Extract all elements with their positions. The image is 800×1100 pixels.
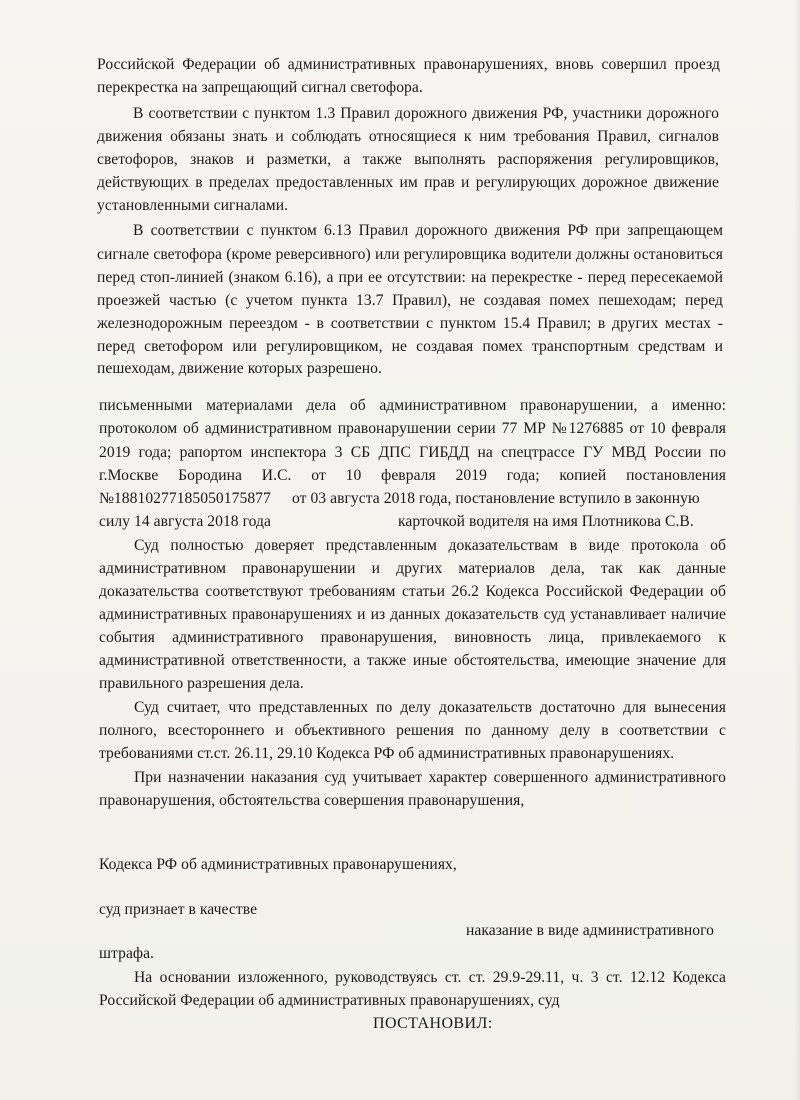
text-line: письменными материалами дела об административном правонарушении, а именно: <box>99 397 726 414</box>
text-line: В соответствии с пунктом 6.13 Правил дорожного движения РФ при запрещающем <box>133 222 723 239</box>
text-line: перед светофором или регулировщиком, не создавая помех транспортным средствам и <box>97 338 723 355</box>
page-edge-shadow <box>794 0 800 1100</box>
text-line: действующих в пределах предоставленных им прав и регулирующих дорожное движение <box>97 174 719 191</box>
text-line: административных правонарушениях и из данных доказательств суд устанавливает наличие <box>99 606 726 623</box>
text-line: Кодекса РФ об административных правонарушениях, <box>99 856 457 873</box>
text-line: установленными сигналами. <box>97 197 289 214</box>
text-line: светофоров, знаков и разметки, а также выполнять распоряжения регулировщиков, <box>97 151 719 168</box>
text-line: Суд считает, что представленных по делу доказательств достаточно для вынесения <box>134 699 726 716</box>
text-line: железнодорожным переездом - в соответствии с пунктом 15.4 Правил; в других местах - <box>97 315 723 332</box>
text-line: протоколом об административном правонарушении серии 77 МР №1276885 от 10 февраля <box>99 420 726 437</box>
text-line: от 03 августа 2018 года, постановление вступило в законную <box>292 490 700 507</box>
text-line: наказание в виде административного <box>466 922 715 939</box>
text-line: события административного правонарушения, виновность лица, привлекаемого к <box>99 629 726 646</box>
resolution-heading: ПОСТАНОВИЛ: <box>373 1015 493 1032</box>
text-line: полного, всестороннего и объективного решения по данному делу в соответствии с <box>99 722 726 739</box>
text-line: Российской Федерации об административных правонарушениях, вновь совершил проезд <box>97 56 720 73</box>
text-line: №18810277185050175877 <box>99 490 271 507</box>
text-line: суд признает в качестве <box>99 901 258 918</box>
text-line: сигнале светофора (кроме реверсивного) или регулировщика водители должны остановиться <box>97 246 723 263</box>
text-line: 2019 года; рапортом инспектора 3 СБ ДПС ГИБДД на спецтрассе ГУ МВД России по <box>99 444 726 461</box>
text-line: административной ответственности, а также иные обстоятельства, имеющие значение для <box>99 652 726 669</box>
text-line: Российской Федерации об административных правонарушениях, суд <box>99 992 560 1009</box>
text-line: пешеходам, движение которых разрешено. <box>97 360 382 377</box>
text-line: доказательства соответствуют требованиям статьи 26.2 Кодекса Российской Федерации об <box>99 583 726 600</box>
text-line: правильного разрешения дела. <box>99 675 304 692</box>
text-line: Суд полностью доверяет представленным доказательствам в виде протокола об <box>134 537 726 554</box>
text-line: На основании изложенного, руководствуясь ст. ст. 29.9-29.11, ч. 3 ст. 12.12 Кодекса <box>134 969 726 986</box>
text-line: правонарушения, обстоятельства совершения правонарушения, <box>99 792 525 809</box>
text-line: При назначении наказания суд учитывает характер совершенного административного <box>134 769 726 786</box>
text-line: движения обязаны знать и соблюдать относящиеся к ним требования Правил, сигналов <box>97 128 719 145</box>
text-line: силу 14 августа 2018 года <box>99 513 272 530</box>
text-line: административном правонарушении и других материалов дела, так как данные <box>99 560 726 577</box>
text-line: требованиями ст.ст. 26.11, 29.10 Кодекса РФ об административных правонарушениях. <box>99 745 675 762</box>
text-line: карточкой водителя на имя Плотникова С.В. <box>398 513 694 530</box>
text-line: проезжей частью (с учетом пункта 13.7 Правил), не создавая помех пешеходам; перед <box>97 292 723 309</box>
text-line: В соответствии с пунктом 1.3 Правил дорожного движения РФ, участники дорожного <box>133 105 719 122</box>
text-line: штрафа. <box>99 945 155 962</box>
text-line: г.Москве Бородина И.С. от 10 февраля 2019 года; копией постановления <box>99 467 726 484</box>
text-line: перед стоп-линией (знаком 6.16), а при ее отсутствии: на перекрестке - перед пересекаемой <box>97 269 723 286</box>
text-line: перекрестка на запрещающий сигнал светофора. <box>97 79 423 96</box>
